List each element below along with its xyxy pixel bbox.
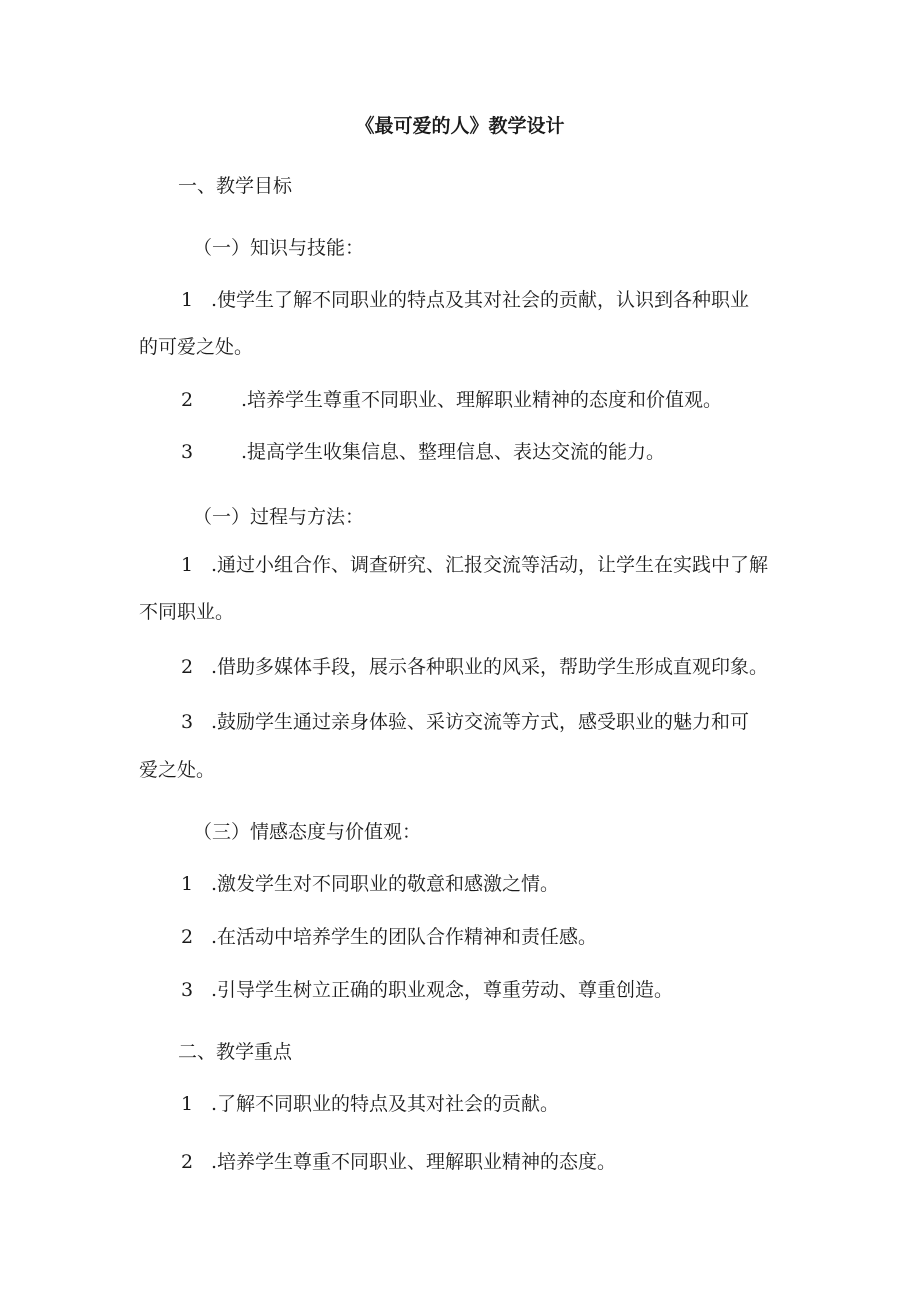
list-item: [181, 388, 722, 412]
list-item: [181, 655, 768, 679]
list-text: .提高学生收集信息、整理信息、表达交流的能力。: [241, 441, 666, 463]
section-heading-objectives: 一、教学目标: [178, 175, 293, 197]
list-number: 1: [181, 289, 194, 311]
list-item-continuation: 不同职业。: [139, 601, 235, 623]
list-number: 1: [181, 873, 194, 895]
list-number: 1: [181, 1093, 194, 1115]
list-number: 2: [181, 656, 194, 678]
list-number: 2: [181, 389, 194, 411]
list-number: 3: [181, 711, 194, 733]
list-number: 3: [181, 441, 194, 463]
list-text: .借助多媒体手段，展示各种职业的风采，帮助学生形成直观印象。: [211, 656, 769, 678]
list-item: [181, 710, 749, 734]
list-text: .通过小组合作、调查研究、汇报交流等活动，让学生在实践中了解: [211, 554, 769, 576]
subsection-heading-values: （三）情感态度与价值观：: [193, 821, 422, 843]
list-item: [181, 440, 665, 464]
list-number: 1: [181, 554, 194, 576]
list-item: [181, 288, 749, 312]
list-text: .培养学生尊重不同职业、理解职业精神的态度和价值观。: [241, 389, 723, 411]
list-item-continuation: 爱之处。: [139, 759, 216, 781]
list-number: 2: [181, 1151, 194, 1173]
list-item: [181, 1150, 616, 1174]
list-text: .鼓励学生通过亲身体验、采访交流等方式，感受职业的魅力和可: [211, 711, 750, 733]
list-number: 2: [181, 926, 194, 948]
list-item: [181, 978, 673, 1002]
list-item: [181, 553, 768, 577]
list-item: [181, 872, 559, 896]
list-number: 3: [181, 979, 194, 1001]
list-item: [181, 1092, 559, 1116]
list-item-continuation: 的可爱之处。: [139, 336, 254, 358]
list-item: [181, 925, 597, 949]
list-text: .了解不同职业的特点及其对社会的贡献。: [211, 1093, 560, 1115]
list-text: .激发学生对不同职业的敬意和感激之情。: [211, 873, 560, 895]
subsection-heading-process: （一）过程与方法：: [193, 506, 365, 528]
subsection-heading-knowledge: （一）知识与技能：: [193, 237, 365, 259]
list-text: .培养学生尊重不同职业、理解职业精神的态度。: [211, 1151, 617, 1173]
section-heading-keypoints: 二、教学重点: [178, 1041, 293, 1063]
list-text: .使学生了解不同职业的特点及其对社会的贡献，认识到各种职业: [211, 289, 750, 311]
list-text: .在活动中培养学生的团队合作精神和责任感。: [211, 926, 598, 948]
list-text: .引导学生树立正确的职业观念，尊重劳动、尊重创造。: [211, 979, 674, 1001]
document-title: 《最可爱的人》教学设计: [355, 115, 565, 137]
